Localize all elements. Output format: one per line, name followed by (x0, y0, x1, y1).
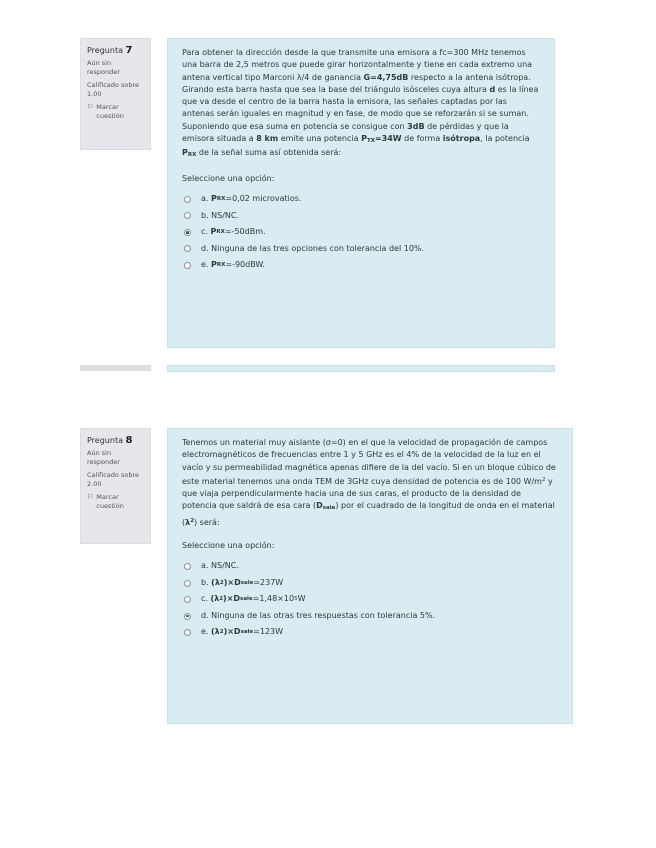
radio-button[interactable] (184, 196, 191, 203)
radio-button-selected[interactable] (184, 229, 191, 236)
q7-option-a[interactable]: a. P RX =0,02 microvatios. (184, 191, 540, 208)
question-status: Aún sin responder (87, 449, 120, 466)
select-prompt: Seleccione una opción: (182, 173, 275, 183)
question-8-info (80, 428, 151, 544)
radio-button[interactable] (184, 580, 191, 587)
flag-icon: ⚐ (87, 103, 94, 111)
radio-button[interactable] (184, 245, 191, 252)
next-question-content-edge (167, 365, 555, 372)
q8-option-d[interactable]: d. Ninguna de las otras tres respuestas con tolerancia 5%. (184, 608, 558, 625)
question-grade: Calificado sobre 1.00 (87, 81, 139, 98)
q7-option-e[interactable]: e. P RX =-90dBW. (184, 257, 540, 274)
question-number: Pregunta 8 (87, 435, 133, 446)
q8-option-b[interactable]: b. (λ 2 )×D sale =237W (184, 575, 558, 592)
radio-button[interactable] (184, 563, 191, 570)
q7-option-c[interactable]: c. P RX =-50dBm. (184, 224, 540, 241)
radio-button[interactable] (184, 629, 191, 636)
flag-question-link[interactable]: ⚐ Marcar cuestión (87, 103, 124, 120)
q8-option-c[interactable]: c. (λ 2 )×D sale =1,48×10 5 W (184, 591, 558, 608)
question-grade: Calificado sobre 2.00 (87, 471, 139, 488)
question-text: Para obtener la dirección desde la que transmite una emisora a fc=300 MHz tenemos una barra de 2,5 metros que puede girar horizontalmente y tiene en cada extremo una antena vertical tipo Marconi λ/4 de ganancia G=4,75dB respecto a la antena isótropa. Girando esta barra hasta que sea la base del triángulo isósceles cuya altura d es la línea que va desde el centro de la barra hasta la emisora, las señales captadas por las antenas serán iguales en magnitud y en fase, de modo que se reforzarán si se suman. Suponiendo que esa suma en potencia se consigue con 3dB de pérdidas y que la emisora situada a 8 km emite una potencia PTX=34W de forma isótropa, la potencia PRX de la señal suma así obtenida será: (182, 48, 539, 159)
q8-option-e[interactable]: e. (λ 2 )×D sale =123W (184, 624, 558, 641)
q7-option-d[interactable]: d. Ninguna de las tres opciones con tolerancia del 10%. (184, 240, 540, 257)
flag-icon: ⚐ (87, 493, 94, 501)
question-8-content (167, 428, 573, 724)
flag-question-link[interactable]: ⚐ Marcar cuestión (87, 493, 124, 510)
question-status: Aún sin responder (87, 59, 120, 76)
q8-option-a[interactable]: a. NS/NC. (184, 558, 558, 575)
next-question-info-edge (80, 365, 151, 371)
question-7-content (167, 38, 555, 348)
radio-button[interactable] (184, 596, 191, 603)
select-prompt: Seleccione una opción: (182, 541, 275, 551)
q7-option-b[interactable]: b. NS/NC. (184, 207, 540, 224)
question-text: Tenemos un material muy aislante (σ=0) en el que la velocidad de propagación de campos electromagnéticos de frecuencias entre 1 y 5 GHz es el 4% de la velocidad de la luz en el vacío y su permeabilidad magnética apenas difiere de la del vacío. Si en un bloque cúbico de este material tenemos una onda TEM de 3GHz cuya densidad de potencia es de 100 $W/m^2$ y que viaja perpendicularmente hacia una de sus caras, el producto de la densidad de potencia que saldrá de esa cara (Dsale) por el cuadrado de la longitud de onda en el material $(\lambda^2)$ será: (182, 438, 556, 527)
question-7-info (80, 38, 151, 150)
radio-button[interactable] (184, 262, 191, 269)
radio-button[interactable] (184, 212, 191, 219)
radio-button-selected[interactable] (184, 613, 191, 620)
question-number: Pregunta 7 (87, 45, 133, 56)
